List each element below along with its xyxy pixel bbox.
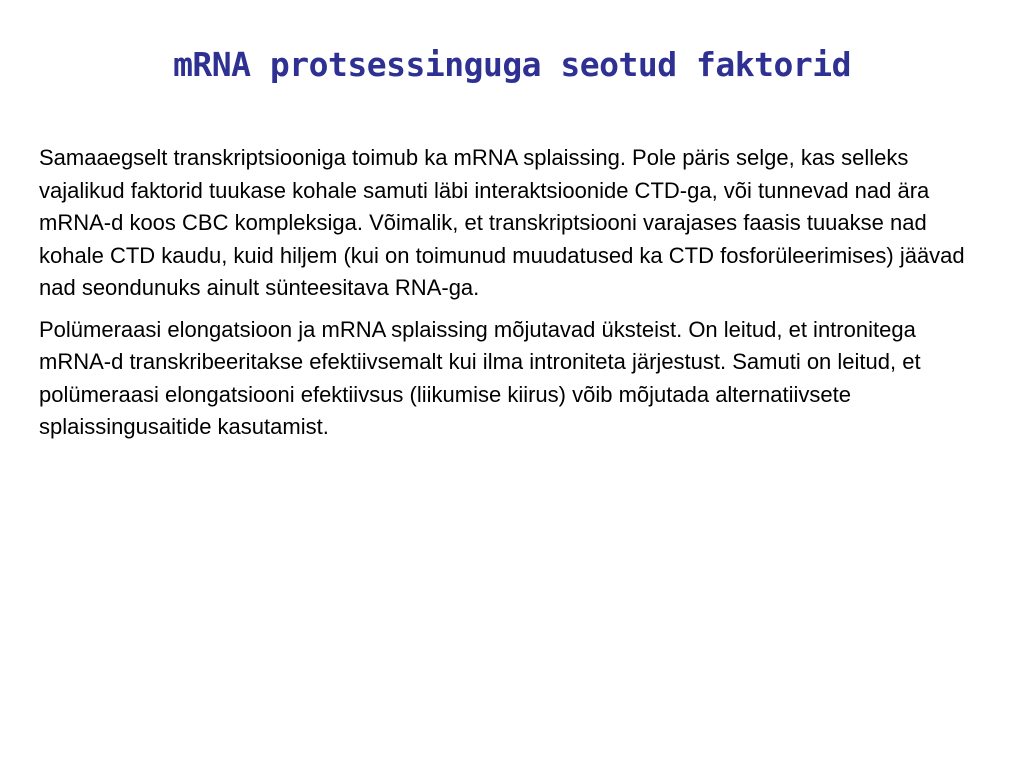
body-paragraph-2: Polümeraasi elongatsioon ja mRNA splaissing mõjutavad üksteist. On leitud, et intronitega mRNA-d transkribeeritakse efektiivsemalt kui ilma introniteta järjestust. Samuti on leitud, et polümeraasi elongatsiooni efektiivsus (liikumise kiirus) võib mõjutada alternatiivsete splaissingusaitide kasutamist. [39, 316, 921, 439]
slide-title: mRNA protsessinguga seotud faktorid [173, 45, 851, 84]
body-paragraph-1: Samaaegselt transkriptsiooniga toimub ka mRNA splaissing. Pole päris selge, kas selleks vajalikud faktorid tuukase kohale samuti läbi interaktsioonide CTD-ga, või tunnevad nad ära mRNA-d koos CBC kompleksiga. Võimalik, et transkriptsiooni varajases faasis tuuakse nad kohale CTD kaudu, kuid hiljem (kui on toimunud muudatused ka CTD fosforüleerimises) jäävad nad seondunuks ainult sünteesitava RNA-ga. [39, 145, 965, 300]
slide-body [39, 142, 985, 453]
